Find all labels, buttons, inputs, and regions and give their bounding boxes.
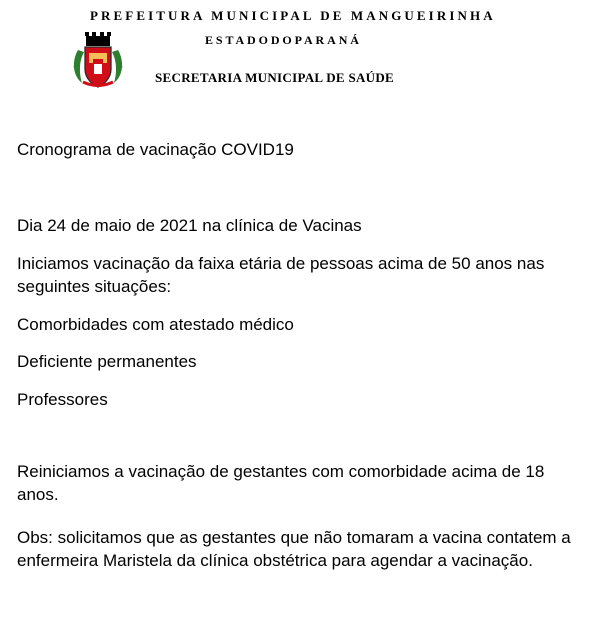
announcement-title: Cronograma de vacinação COVID19 <box>17 140 294 159</box>
municipal-coat-of-arms-icon <box>70 30 126 90</box>
age-group-intro: Iniciamos vacinação da faixa etária de pessoas acima de 50 anos nas seguintes situações: <box>17 254 545 296</box>
condition-item: Professores <box>17 390 108 409</box>
condition-item: Comorbidades com atestado médico <box>17 315 294 334</box>
letterhead <box>0 0 599 100</box>
pregnant-vaccination-note: Reiniciamos a vacinação de gestantes com comorbidade acima de 18 anos. <box>17 462 545 504</box>
department-name: SECRETARIA MUNICIPAL DE SAÚDE <box>155 70 395 85</box>
condition-item: Deficiente permanentes <box>17 352 197 371</box>
municipality-name: PREFEITURA MUNICIPAL DE MANGUEIRINHA <box>90 8 496 23</box>
vaccination-date-line: Dia 24 de maio de 2021 na clínica de Vacinas <box>17 216 362 235</box>
state-name: ESTADODOPARANÁ <box>205 33 362 47</box>
observation-note: Obs: solicitamos que as gestantes que não tomaram a vacina contatem a enfermeira Maristela da clínica obstétrica para agendar a vacinação. <box>17 528 571 570</box>
